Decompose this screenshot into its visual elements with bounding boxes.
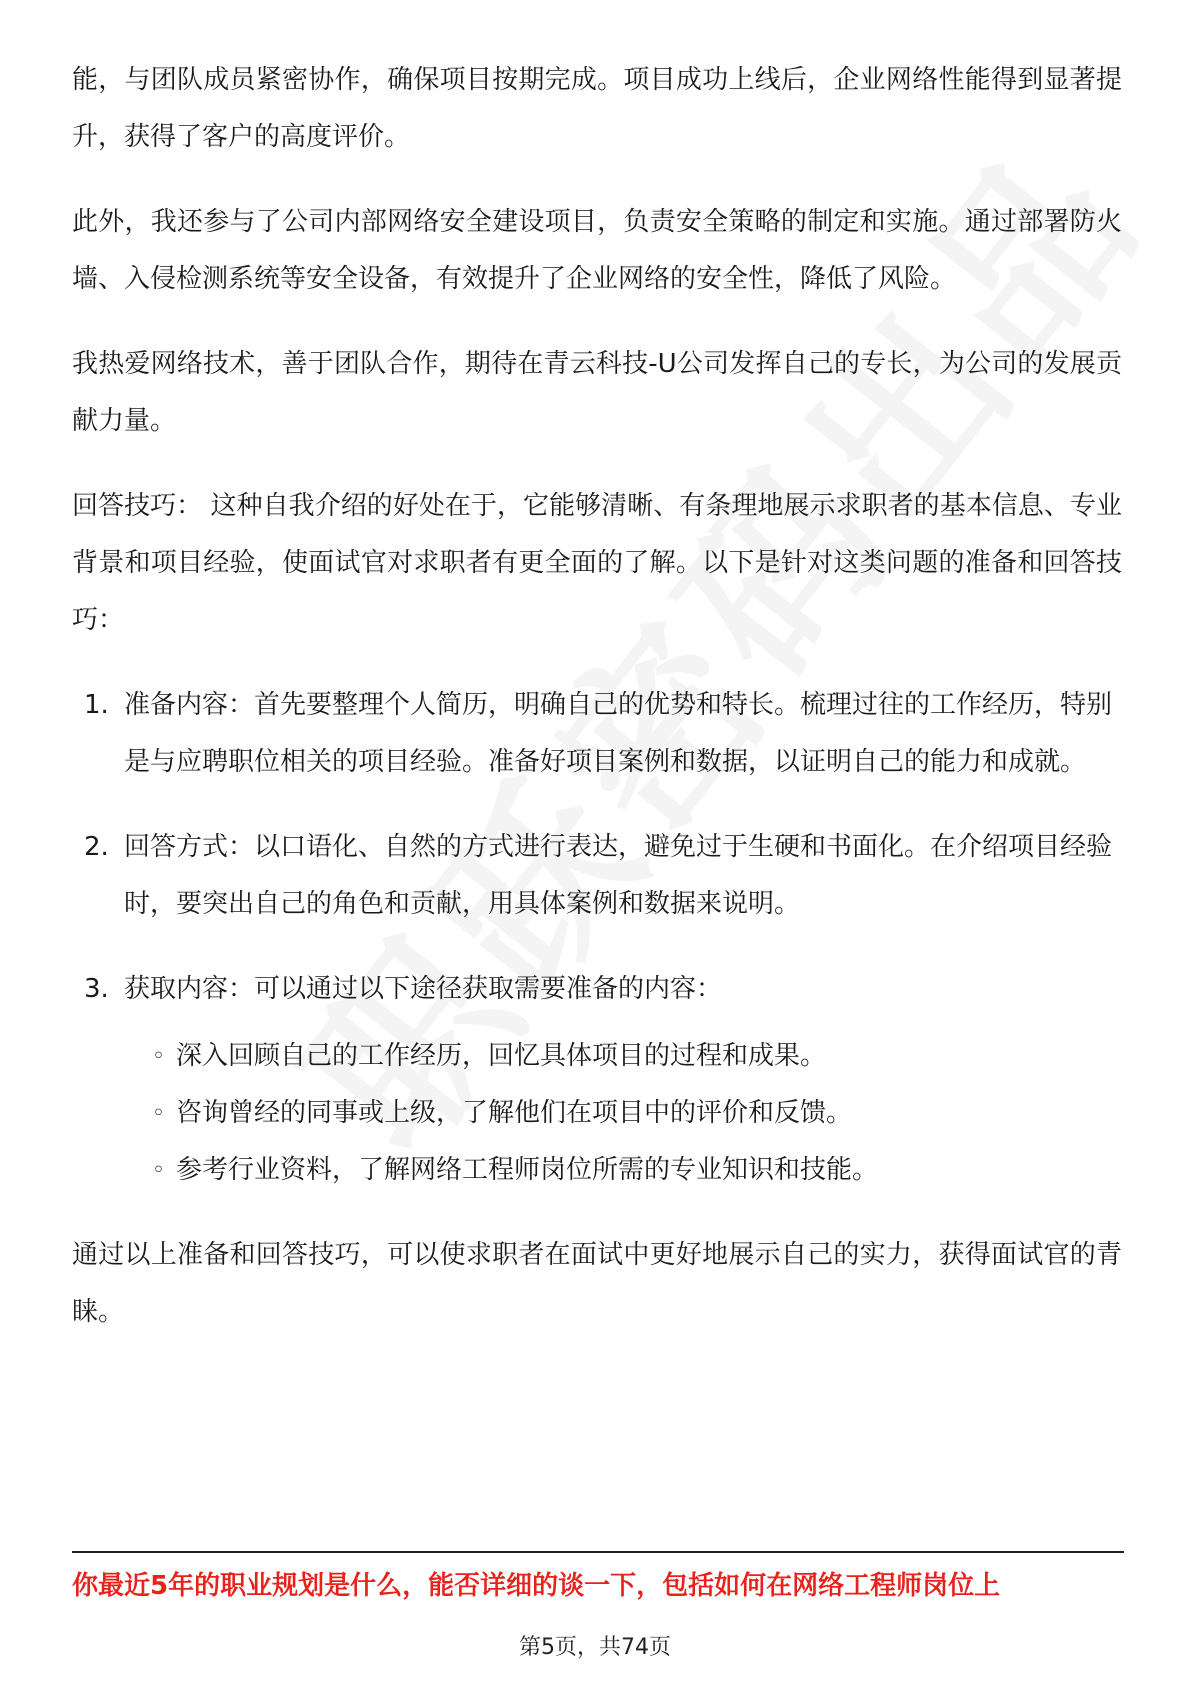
list-number: 2. bbox=[84, 832, 109, 862]
bullet-icon: ◦ bbox=[152, 1158, 165, 1183]
list-item bbox=[72, 819, 1122, 933]
list-number: 1. bbox=[84, 690, 109, 720]
tips-list bbox=[72, 677, 1122, 1199]
next-question-heading: 你最近5年的职业规划是什么，能否详细的谈一下，包括如何在网络工程师岗位上 bbox=[72, 1571, 1001, 1601]
sublist-item bbox=[152, 1028, 1122, 1085]
sublist-item-text: 咨询曾经的同事或上级，了解他们在项目中的评价和反馈。 bbox=[176, 1098, 853, 1128]
bullet-icon: ◦ bbox=[152, 1044, 165, 1069]
list-item-text: 准备内容：首先要整理个人简历，明确自己的优势和特长。梳理过往的工作经历，特别是与应聘职位相关的项目经验。准备好项目案例和数据，以证明自己的能力和成就。 bbox=[124, 690, 1113, 777]
list-item bbox=[72, 961, 1122, 1199]
paragraph-conclusion: 通过以上准备和回答技巧，可以使求职者在面试中更好地展示自己的实力，获得面试官的青睐。 bbox=[72, 1240, 1122, 1327]
list-item bbox=[72, 677, 1122, 791]
sublist-item bbox=[152, 1142, 1122, 1199]
paragraph-personal-goal: 我热爱网络技术，善于团队合作，期待在青云科技-U公司发挥自己的专长，为公司的发展贡献力量。 bbox=[72, 349, 1122, 436]
sublist-item-text: 深入回顾自己的工作经历，回忆具体项目的过程和成果。 bbox=[176, 1041, 827, 1071]
paragraph-project-outcome: 能，与团队成员紧密协作，确保项目按期完成。项目成功上线后，企业网络性能得到显著提升，获得了客户的高度评价。 bbox=[72, 65, 1122, 152]
sources-sublist bbox=[124, 1028, 1122, 1199]
paragraph-security-project: 此外，我还参与了公司内部网络安全建设项目，负责安全策略的制定和实施。通过部署防火墙、入侵检测系统等安全设备，有效提升了企业网络的安全性，降低了风险。 bbox=[72, 207, 1122, 294]
section-divider bbox=[72, 1551, 1124, 1553]
page-number: 第5页，共74页 bbox=[519, 1635, 671, 1660]
sublist-item-text: 参考行业资料，了解网络工程师岗位所需的专业知识和技能。 bbox=[176, 1155, 879, 1185]
list-item-text: 回答方式：以口语化、自然的方式进行表达，避免过于生硬和书面化。在介绍项目经验时，要突出自己的角色和贡献，用具体案例和数据来说明。 bbox=[124, 832, 1113, 919]
bullet-icon: ◦ bbox=[152, 1101, 165, 1126]
paragraph-answer-tips: 回答技巧： 这种自我介绍的好处在于，它能够清晰、有条理地展示求职者的基本信息、专业背景和项目经验，使面试官对求职者有更全面的了解。以下是针对这类问题的准备和回答技巧： bbox=[72, 491, 1122, 635]
document-body bbox=[72, 52, 1122, 1369]
sublist-item bbox=[152, 1085, 1122, 1142]
list-item-text: 获取内容：可以通过以下途径获取需要准备的内容： bbox=[124, 974, 723, 1004]
list-number: 3. bbox=[84, 974, 109, 1004]
